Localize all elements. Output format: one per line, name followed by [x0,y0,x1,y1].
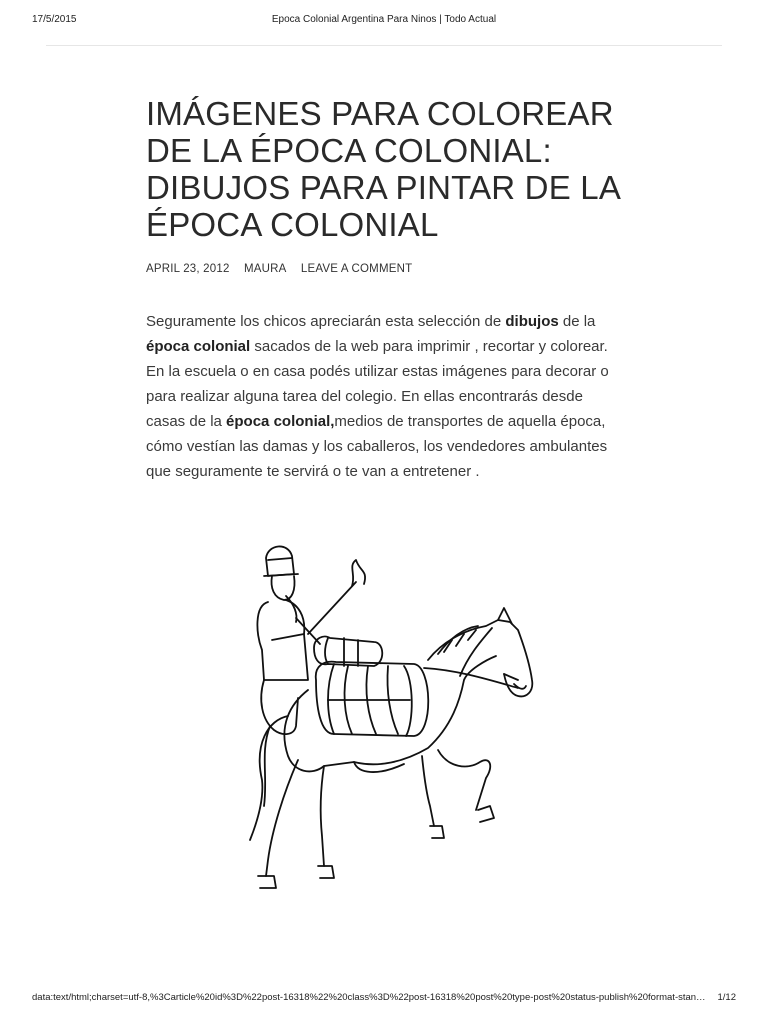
paragraph-text: medios de transportes de aquella época, cómo vestían las damas y los caballeros, los vendedores ambulantes que seguramente te servirá o te van a entretener . [146,413,608,480]
paragraph-text: de la [558,313,596,330]
bold-term: época colonial, [226,413,335,430]
page-number: 1/12 [717,992,736,1003]
article-meta [146,263,626,275]
article [146,95,626,499]
header-divider [46,45,722,46]
paragraph-text: Seguramente los chicos apreciarán esta selección de [146,313,506,330]
article-title: IMÁGENES PARA COLOREAR DE LA ÉPOCA COLONIAL: DIBUJOS PARA PINTAR DE LA ÉPOCA COLONIAL [146,95,620,243]
coloring-image [228,530,550,900]
leave-comment-link[interactable]: LEAVE A COMMENT [300,263,413,275]
print-document-title: Epoca Colonial Argentina Para Ninos | Todo Actual [271,14,497,25]
article-paragraph [146,309,616,484]
print-url: data:text/html;charset=utf-8,%3Carticle%20id%3D%22post-16318%22%20class%3D%22post-16318%20post%20type-post%20status-publish%20format-stan… [32,992,706,1003]
print-date: 17/5/2015 [32,14,77,25]
bold-term: época colonial [146,338,251,355]
post-author[interactable]: MAURA [243,263,287,275]
horse-rider-drawing [228,530,550,900]
paragraph-text: sacados de la web para imprimir , recortar y colorear. En la escuela o en casa podés utilizar estas imágenes para decorar o para realizar alguna tarea del colegio. En ellas encontrarás desde casas de la [146,338,609,430]
post-date: APRIL 23, 2012 [146,263,230,275]
bold-term: dibujos [505,313,559,330]
